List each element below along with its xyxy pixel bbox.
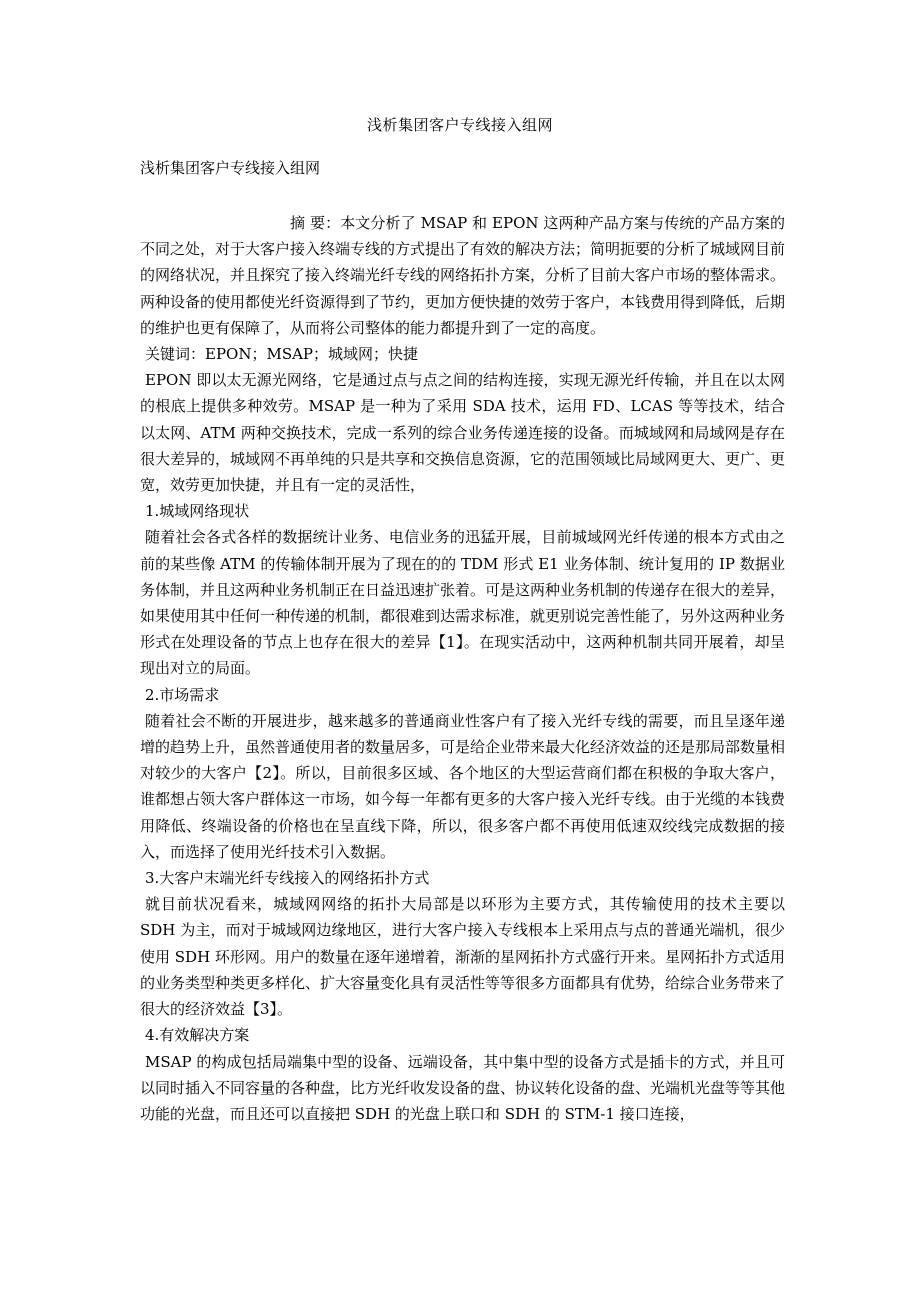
- section-heading-4: 4.有效解决方案: [145, 1026, 250, 1045]
- section-heading-2: 2.市场需求: [145, 685, 220, 704]
- document-subtitle: 浅析集团客户专线接入组网: [140, 159, 321, 177]
- section-paragraph-1: 随着社会各式各样的数据统计业务、电信业务的迅猛开展，目前城域网光纤传递的根本方式由之前的某些像 ATM 的传输体制开展为了现在的的 TDM 形式 E1 业务体制、统计复用的 IP 数据业务体制，并且这两种业务机制正在日益迅速扩张着。可是这两种业务机制的传递存在很大的差异，如果使用其中任何一种传递的机制，都很难到达需求标准，就更别说完善性能了，另外这两种业务形式在处理设备的节点上也存在很大的差异【1】。在现实活动中，这两种机制共同开展着，却呈现出对立的局面。: [140, 528, 786, 678]
- abstract-paragraph: 摘 要：本文分析了 MSAP 和 EPON 这两种产品方案与传统的产品方案的不同之处，对于大客户接入终端专线的方式提出了有效的解决方法；简明扼要的分析了城域网目前的网络状况，并且探究了接入终端光纤专线的网络拓扑方案，分析了目前大客户市场的整体需求。两种设备的使用都使光纤资源得到了节约，更加方便快捷的效劳于客户，本钱费用得到降低，后期的维护也更有保障了，从而将公司整体的能力都提升到了一定的高度。: [140, 214, 786, 337]
- section-paragraph-4: MSAP 的构成包括局端集中型的设备、远端设备，其中集中型的设备方式是插卡的方式，并且可以同时插入不同容量的各种盘，比方光纤收发设备的盘、协议转化设备的盘、光端机光盘等等其他功能的光盘，而且还可以直接把 SDH 的光盘上联口和 SDH 的 STM-1 接口连接，: [140, 1052, 786, 1123]
- document-title: 浅析集团客户专线接入组网: [366, 116, 553, 134]
- section-paragraph-3: 就目前状况看来，城域网网络的拓扑大局部是以环形为主要方式，其传输使用的技术主要以 SDH 为主，而对于城域网边缘地区，进行大客户接入专线根本上采用点与点的普通光端机，很少使用 SDH 环形网。用户的数量在逐年递增着，渐渐的星网拓扑方式盛行开来。星网拓扑方式适用的业务类型种类更多样化、扩大容量变化具有灵活性等等很多方面都具有优势，给综合业务带来了很大的经济效益【3】。: [140, 895, 786, 1019]
- section-paragraph-2: 随着社会不断的开展进步，越来越多的普通商业性客户有了接入光纤专线的需要，而且呈逐年递增的趋势上升，虽然普通使用者的数量居多，可是给企业带来最大化经济效益的还是那局部数量相对较少的大客户【2】。所以，目前很多区域、各个地区的大型运营商们都在积极的争取大客户，谁都想占领大客户群体这一市场，如今每一年都有更多的大客户接入光纤专线。由于光缆的本钱费用降低、终端设备的价格也在呈直线下降，所以，很多客户都不再使用低速双绞线完成数据的接入，而选择了使用光纤技术引入数据。: [140, 711, 786, 861]
- document-body: [140, 210, 785, 1127]
- section-heading-1: 1.城域网络现状: [145, 502, 250, 521]
- section-heading-3: 3.大客户末端光纤专线接入的网络拓扑方式: [145, 869, 430, 888]
- keywords-line: 关键词：EPON；MSAP；城域网；快捷: [145, 345, 419, 364]
- intro-paragraph: EPON 即以太无源光网络，它是通过点与点之间的结构连接，实现无源光纤传输，并且在以太网的根底上提供多种效劳。MSAP 是一种为了采用 SDA 技术，运用 FD、LCAS 等等技术，结合以太网、ATM 两种交换技术，完成一系列的综合业务传递连接的设备。而城域网和局域网是存在很大差异的，城域网不再单纯的只是共享和交换信息资源，它的范围领域比局域网更大、更广、更宽，效劳更加快捷，并且有一定的灵活性，: [140, 371, 786, 495]
